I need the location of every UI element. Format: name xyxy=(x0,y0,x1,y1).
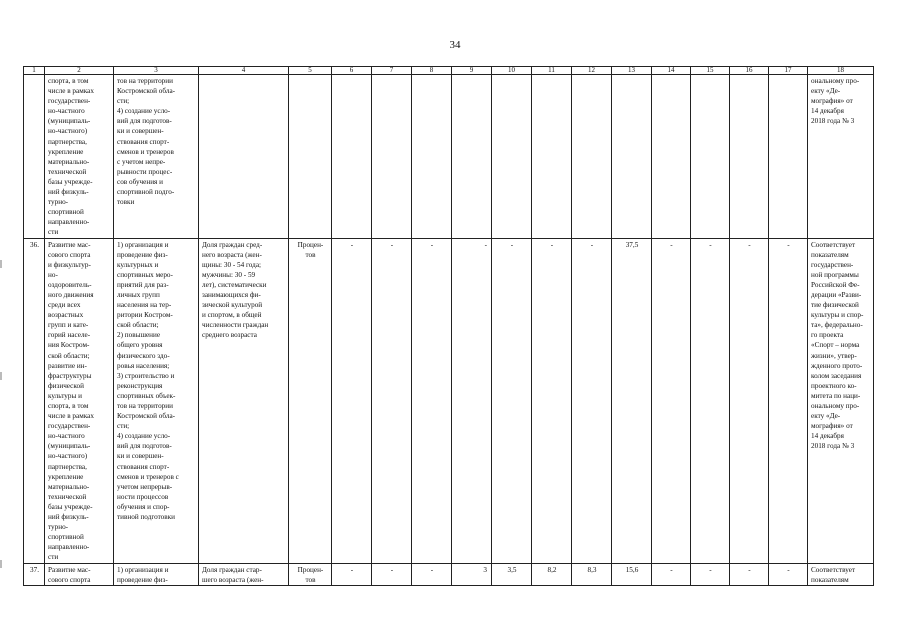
unit-cell xyxy=(289,75,332,239)
column-header: 4 xyxy=(199,67,289,75)
value-cell: 3 xyxy=(452,563,492,585)
table-row xyxy=(24,563,874,585)
value-cell xyxy=(652,75,691,239)
indicators-table xyxy=(23,66,874,586)
column-header: 15 xyxy=(691,67,730,75)
value-cell: 15,6 xyxy=(612,563,652,585)
value-cell: - xyxy=(769,563,808,585)
column-header: 10 xyxy=(492,67,532,75)
value-cell xyxy=(452,75,492,239)
column-header: 1 xyxy=(24,67,45,75)
value-cell xyxy=(730,75,769,239)
note-cell: ональному про- екту «Де- мография» от 14 декабря 2018 года № 3 xyxy=(808,75,874,239)
value-cell: - xyxy=(652,238,691,563)
objective-cell: Развитие мас- сового спорта и физкультур- но- оздоровитель- ного движения среди всех возрастных групп и кате- горий населе- ния Костром- ской области; развитие ин- фраструктуры физической культуры и спорта, в том числе в рамках государствен- но-частного (муниципаль- но-частного) партнерства, укрепление материально- технической базы учрежде- ний физкуль- турно- спортивной направленно- сти xyxy=(45,238,114,563)
value-cell xyxy=(691,75,730,239)
value-cell xyxy=(372,75,412,239)
column-header: 17 xyxy=(769,67,808,75)
value-cell: - xyxy=(332,563,372,585)
note-cell: Соответствует показателям государствен- ной программы Российской Фе- дерации «Разви- тие физической культуры и спор- та», федерально- го проекта «Спорт – норма жизни», утвер- жденного прото- колом заседания проектного ко- митета по наци- ональному про- екту «Де- мография» от 14 декабря 2018 года № 3 xyxy=(808,238,874,563)
row-number: 37. xyxy=(24,563,45,585)
value-cell xyxy=(572,75,612,239)
value-cell: - xyxy=(572,238,612,563)
scan-margin-mark xyxy=(0,260,2,268)
value-cell: - xyxy=(730,238,769,563)
value-cell xyxy=(492,75,532,239)
column-header: 3 xyxy=(114,67,199,75)
value-cell xyxy=(332,75,372,239)
column-header: 16 xyxy=(730,67,769,75)
value-cell: 8,2 xyxy=(532,563,572,585)
value-cell xyxy=(612,75,652,239)
value-cell xyxy=(412,75,452,239)
indicator-cell: Доля граждан стар- шего возраста (жен- xyxy=(199,563,289,585)
table-row xyxy=(24,75,874,239)
unit-cell: Процен- тов xyxy=(289,238,332,563)
row-number xyxy=(24,75,45,239)
value-cell xyxy=(532,75,572,239)
value-cell: 8,3 xyxy=(572,563,612,585)
column-number-row xyxy=(24,67,874,75)
tasks-cell: 1) организация и проведение физ- xyxy=(114,563,199,585)
column-header: 2 xyxy=(45,67,114,75)
tasks-cell: 1) организация и проведение физ- культурных и спортивных меро- приятий для раз- личных групп населения на тер- ритории Костром- ской области; 2) повышение общего уровня физического здо- ровья населения; 3) строительство и реконструкция спортивных объек- тов на территории Костромской обла- сти; 4) создание усло- вий для подготов- ки и совершен- ствования спорт- сменов и тренеров с учетом непрерыв- ности процессов обучения и спор- тивной подготовки xyxy=(114,238,199,563)
value-cell: - xyxy=(412,238,452,563)
value-cell: - xyxy=(769,238,808,563)
value-cell: - xyxy=(372,238,412,563)
tasks-cell: тов на территории Костромской обла- сти; 4) создание усло- вий для подготов- ки и совершен- ствования спорт- сменов и тренеров с учетом непре- рывности процес- сов обучения и спортивной подго- товки xyxy=(114,75,199,239)
scan-margin-mark xyxy=(0,372,2,380)
column-header: 9 xyxy=(452,67,492,75)
value-cell: - xyxy=(652,563,691,585)
column-header: 8 xyxy=(412,67,452,75)
value-cell: - xyxy=(332,238,372,563)
objective-cell: спорта, в том числе в рамках государствен- но-частного (муниципаль- но-частного) партнерства, укрепление материально- технической базы учрежде- ний физкуль- турно- спортивной направленно- сти xyxy=(45,75,114,239)
value-cell: - xyxy=(492,238,532,563)
value-cell xyxy=(769,75,808,239)
column-header: 5 xyxy=(289,67,332,75)
value-cell: - xyxy=(412,563,452,585)
value-cell: - xyxy=(691,563,730,585)
value-cell: - xyxy=(691,238,730,563)
page-number: 34 xyxy=(449,39,461,51)
value-cell: 3,5 xyxy=(492,563,532,585)
column-header: 12 xyxy=(572,67,612,75)
objective-cell: Развитие мас- сового спорта xyxy=(45,563,114,585)
value-cell: - xyxy=(730,563,769,585)
value-cell: - xyxy=(532,238,572,563)
column-header: 7 xyxy=(372,67,412,75)
table-row xyxy=(24,238,874,563)
row-number: 36. xyxy=(24,238,45,563)
value-cell: - xyxy=(372,563,412,585)
column-header: 13 xyxy=(612,67,652,75)
scan-margin-mark xyxy=(0,560,2,568)
column-header: 6 xyxy=(332,67,372,75)
indicator-cell xyxy=(199,75,289,239)
note-cell: Соответствует показателям xyxy=(808,563,874,585)
column-header: 11 xyxy=(532,67,572,75)
value-cell: 37,5 xyxy=(612,238,652,563)
column-header: 18 xyxy=(808,67,874,75)
indicator-cell: Доля граждан сред- него возраста (жен- щины: 30 - 54 года; мужчины: 30 - 59 лет), систематически занимающихся фи- зической культурой и спортом, в общей численности граждан среднего возраста xyxy=(199,238,289,563)
unit-cell: Процен- тов xyxy=(289,563,332,585)
value-cell: - xyxy=(452,238,492,563)
column-header: 14 xyxy=(652,67,691,75)
